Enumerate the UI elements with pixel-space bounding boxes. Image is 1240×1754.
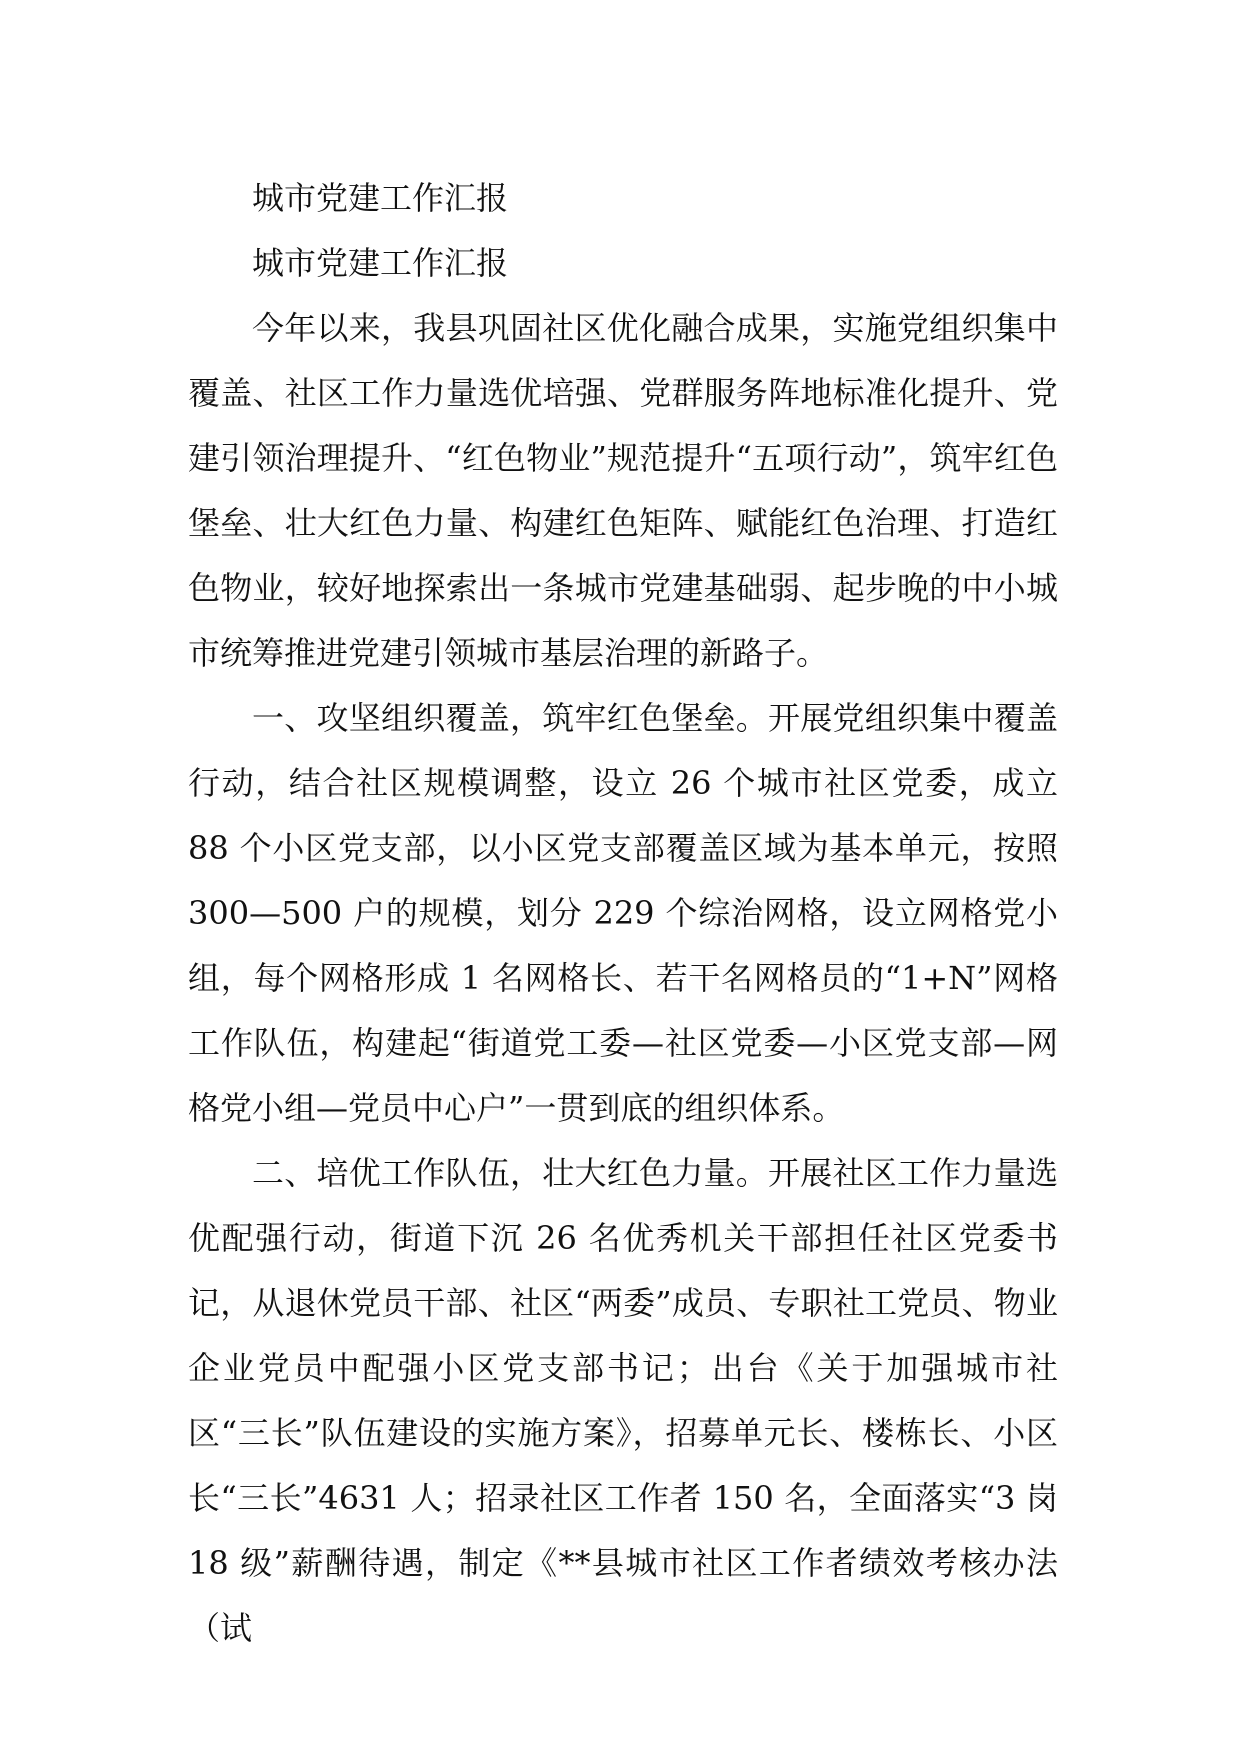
document-title: 城市党建工作汇报 (252, 179, 509, 217)
paragraph-section-2: 二、培优工作队伍，壮大红色力量。开展社区工作力量选优配强行动，街道下沉 26 名优秀机关干部担任社区党委书记，从退休党员干部、社区“两委”成员、专职社工党员、物业企业党员中配强小区党支部书记；出台《关于加强城市社区“三长”队伍建设的实施方案》，招募单元长、楼栋长、小区长“三长”4631 人；招录社区工作者 150 名，全面落实“3 岗 18 级”薪酬待遇，制定《**县城市社区工作者绩效考核办法（试 (188, 1154, 1058, 1647)
paragraph-intro: 今年以来，我县巩固社区优化融合成果，实施党组织集中覆盖、社区工作力量选优培强、党群服务阵地标准化提升、党建引领治理提升、“红色物业”规范提升“五项行动”，筑牢红色堡垒、壮大红色力量、构建红色矩阵、赋能红色治理、打造红色物业，较好地探索出一条城市党建基础弱、起步晚的中小城市统筹推进党建引领城市基层治理的新路子。 (188, 309, 1058, 672)
document-subtitle: 城市党建工作汇报 (252, 244, 509, 282)
paragraph-section-1: 一、攻坚组织覆盖，筑牢红色堡垒。开展党组织集中覆盖行动，结合社区规模调整，设立 26 个城市社区党委，成立 88 个小区党支部，以小区党支部覆盖区域为基本单元，按照 300—500 户的规模，划分 229 个综治网格，设立网格党小组，每个网格形成 1 名网格长、若干名网格员的“1+N”网格工作队伍，构建起“街道党工委—社区党委—小区党支部—网格党小组—党员中心户”一贯到底的组织体系。 (188, 699, 1058, 1127)
document-body (188, 166, 1058, 1661)
